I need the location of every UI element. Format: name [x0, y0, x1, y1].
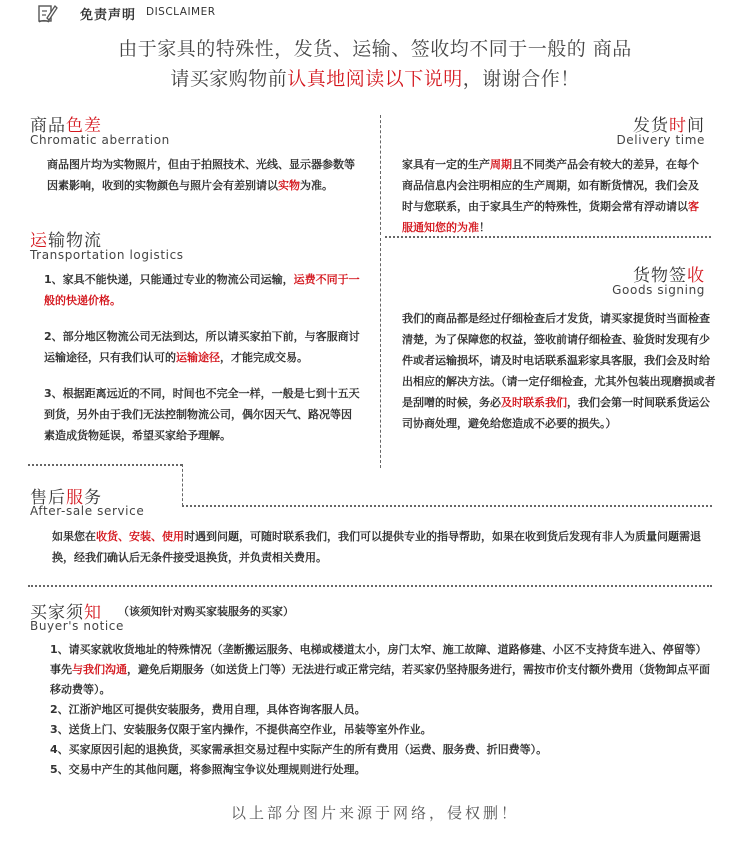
goods-title: 货物签收	[633, 266, 705, 286]
transport-title-en: Transportation logistics	[30, 248, 184, 262]
transport-title: 运输物流	[30, 231, 102, 251]
buyer-notice-item-5: 5、交易中产生的其他问题，将参照淘宝争议处理规则进行处理。	[50, 763, 366, 776]
aftersale-title-en: After-sale service	[30, 504, 145, 518]
intro-line-1: 由于家具的特殊性，发货、运输、签收均不同于一般的 商品	[118, 38, 632, 60]
center-divider-top	[380, 115, 381, 235]
aftersale-title: 售后服务	[30, 488, 102, 508]
center-divider-bottom	[380, 238, 381, 468]
header-title: 免责声明	[80, 8, 137, 23]
transport-item-3: 3、根据距离远近的不同，时间也不完全一样，一般是七到十五天到货，另外由于我们无法控制物流公司，偶尔因天气、路况等因素造成货物延误，希望买家给予理解。	[44, 387, 360, 442]
buyer-notice-list	[50, 640, 710, 780]
transport-item-2: 2、部分地区物流公司无法到达，所以请买家拍下前，与客服商讨运输途径，只有我们认可的运输途径，才能完成交易。	[44, 330, 360, 364]
intro-line-2: 请买家购物前认真地阅读以下说明，谢谢合作！	[170, 68, 580, 90]
chromatic-body: 商品图片均为实物照片，但由于拍照技术、光线、显示器参数等因素影响，收到的实物颜色与照片会有差别请以实物为准。	[47, 158, 355, 192]
delivery-title-en: Delivery time	[616, 133, 705, 147]
buyer-notice-item-4: 4、买家原因引起的退换货，买家需承担交易过程中实际产生的所有费用（运费、服务费、折旧费等）。	[50, 743, 548, 756]
goods-body: 我们的商品都是经过仔细检查后才发货，请买家提货时当面检查清楚，为了保障您的权益，签收前请仔细检查、验货时发现有少件或者运输损坏，请及时电话联系温彩家具客服，我们会及时给出相应的解决方法。（请一定仔细检查，尤其外包装出现磨损或者是刮噌的时候，务必及时联系我们，我们会第一时间联系货运公司协商处理，避免给您造成不必要的损失。）	[402, 312, 716, 430]
buyer-notice-item-2: 2、江浙沪地区可提供安装服务，费用自理，具体咨询客服人员。	[50, 703, 366, 716]
buyer-notice-item-1: 1、请买家就收货地址的特殊情况（垄断搬运服务、电梯或楼道太小，房门太窄、施工故障、道路修建、小区不支持货车进入、停留等）事先与我们沟通，避免后期服务（如送货上门等）无法进行或正常完结，若买家仍坚持服务进行，需按市价支付额外费用（货物卸点平面移动费等）。	[50, 643, 710, 696]
buyer-subtitle: （该须知针对购买家装服务的买家）	[118, 605, 294, 618]
aftersale-divider-corner	[182, 464, 183, 506]
buyer-divider	[28, 585, 712, 587]
aftersale-divider-left	[28, 464, 182, 466]
chromatic-title-en: Chromatic aberration	[30, 133, 170, 147]
goods-title-en: Goods signing	[612, 283, 705, 297]
chromatic-title: 商品色差	[30, 116, 102, 136]
buyer-title-en: Buyer's notice	[30, 619, 124, 633]
aftersale-body: 如果您在收货、安装、使用时遇到问题，可随时联系我们，我们可以提供专业的指导帮助，如果在收到货后发现有非人为质量问题需退换，经我们确认后无条件接受退换货，并负责相关费用。	[52, 530, 701, 564]
right-column-divider	[385, 236, 711, 238]
delivery-title: 发货时间	[633, 116, 705, 136]
aftersale-divider-right	[182, 505, 712, 507]
transport-body	[44, 269, 360, 446]
edit-icon	[36, 2, 58, 24]
buyer-notice-item-3: 3、送货上门、安装服务仅限于室内操作，不提供高空作业，吊装等室外作业。	[50, 723, 432, 736]
buyer-title: 买家须知	[30, 603, 102, 623]
header-title-en: DISCLAIMER	[146, 6, 216, 18]
transport-item-1: 1、家具不能快递，只能通过专业的物流公司运输，运费不同于一般的快递价格。	[44, 273, 360, 307]
footer-note: 以上部分图片来源于网络，侵权删！	[230, 804, 519, 822]
delivery-body: 家具有一定的生产周期且不同类产品会有较大的差异，在每个商品信息内会注明相应的生产周期，如有断货情况，我们会及时与您联系，由于家具生产的特殊性，货期会常有浮动请以客服通知您的为准！	[402, 158, 699, 234]
